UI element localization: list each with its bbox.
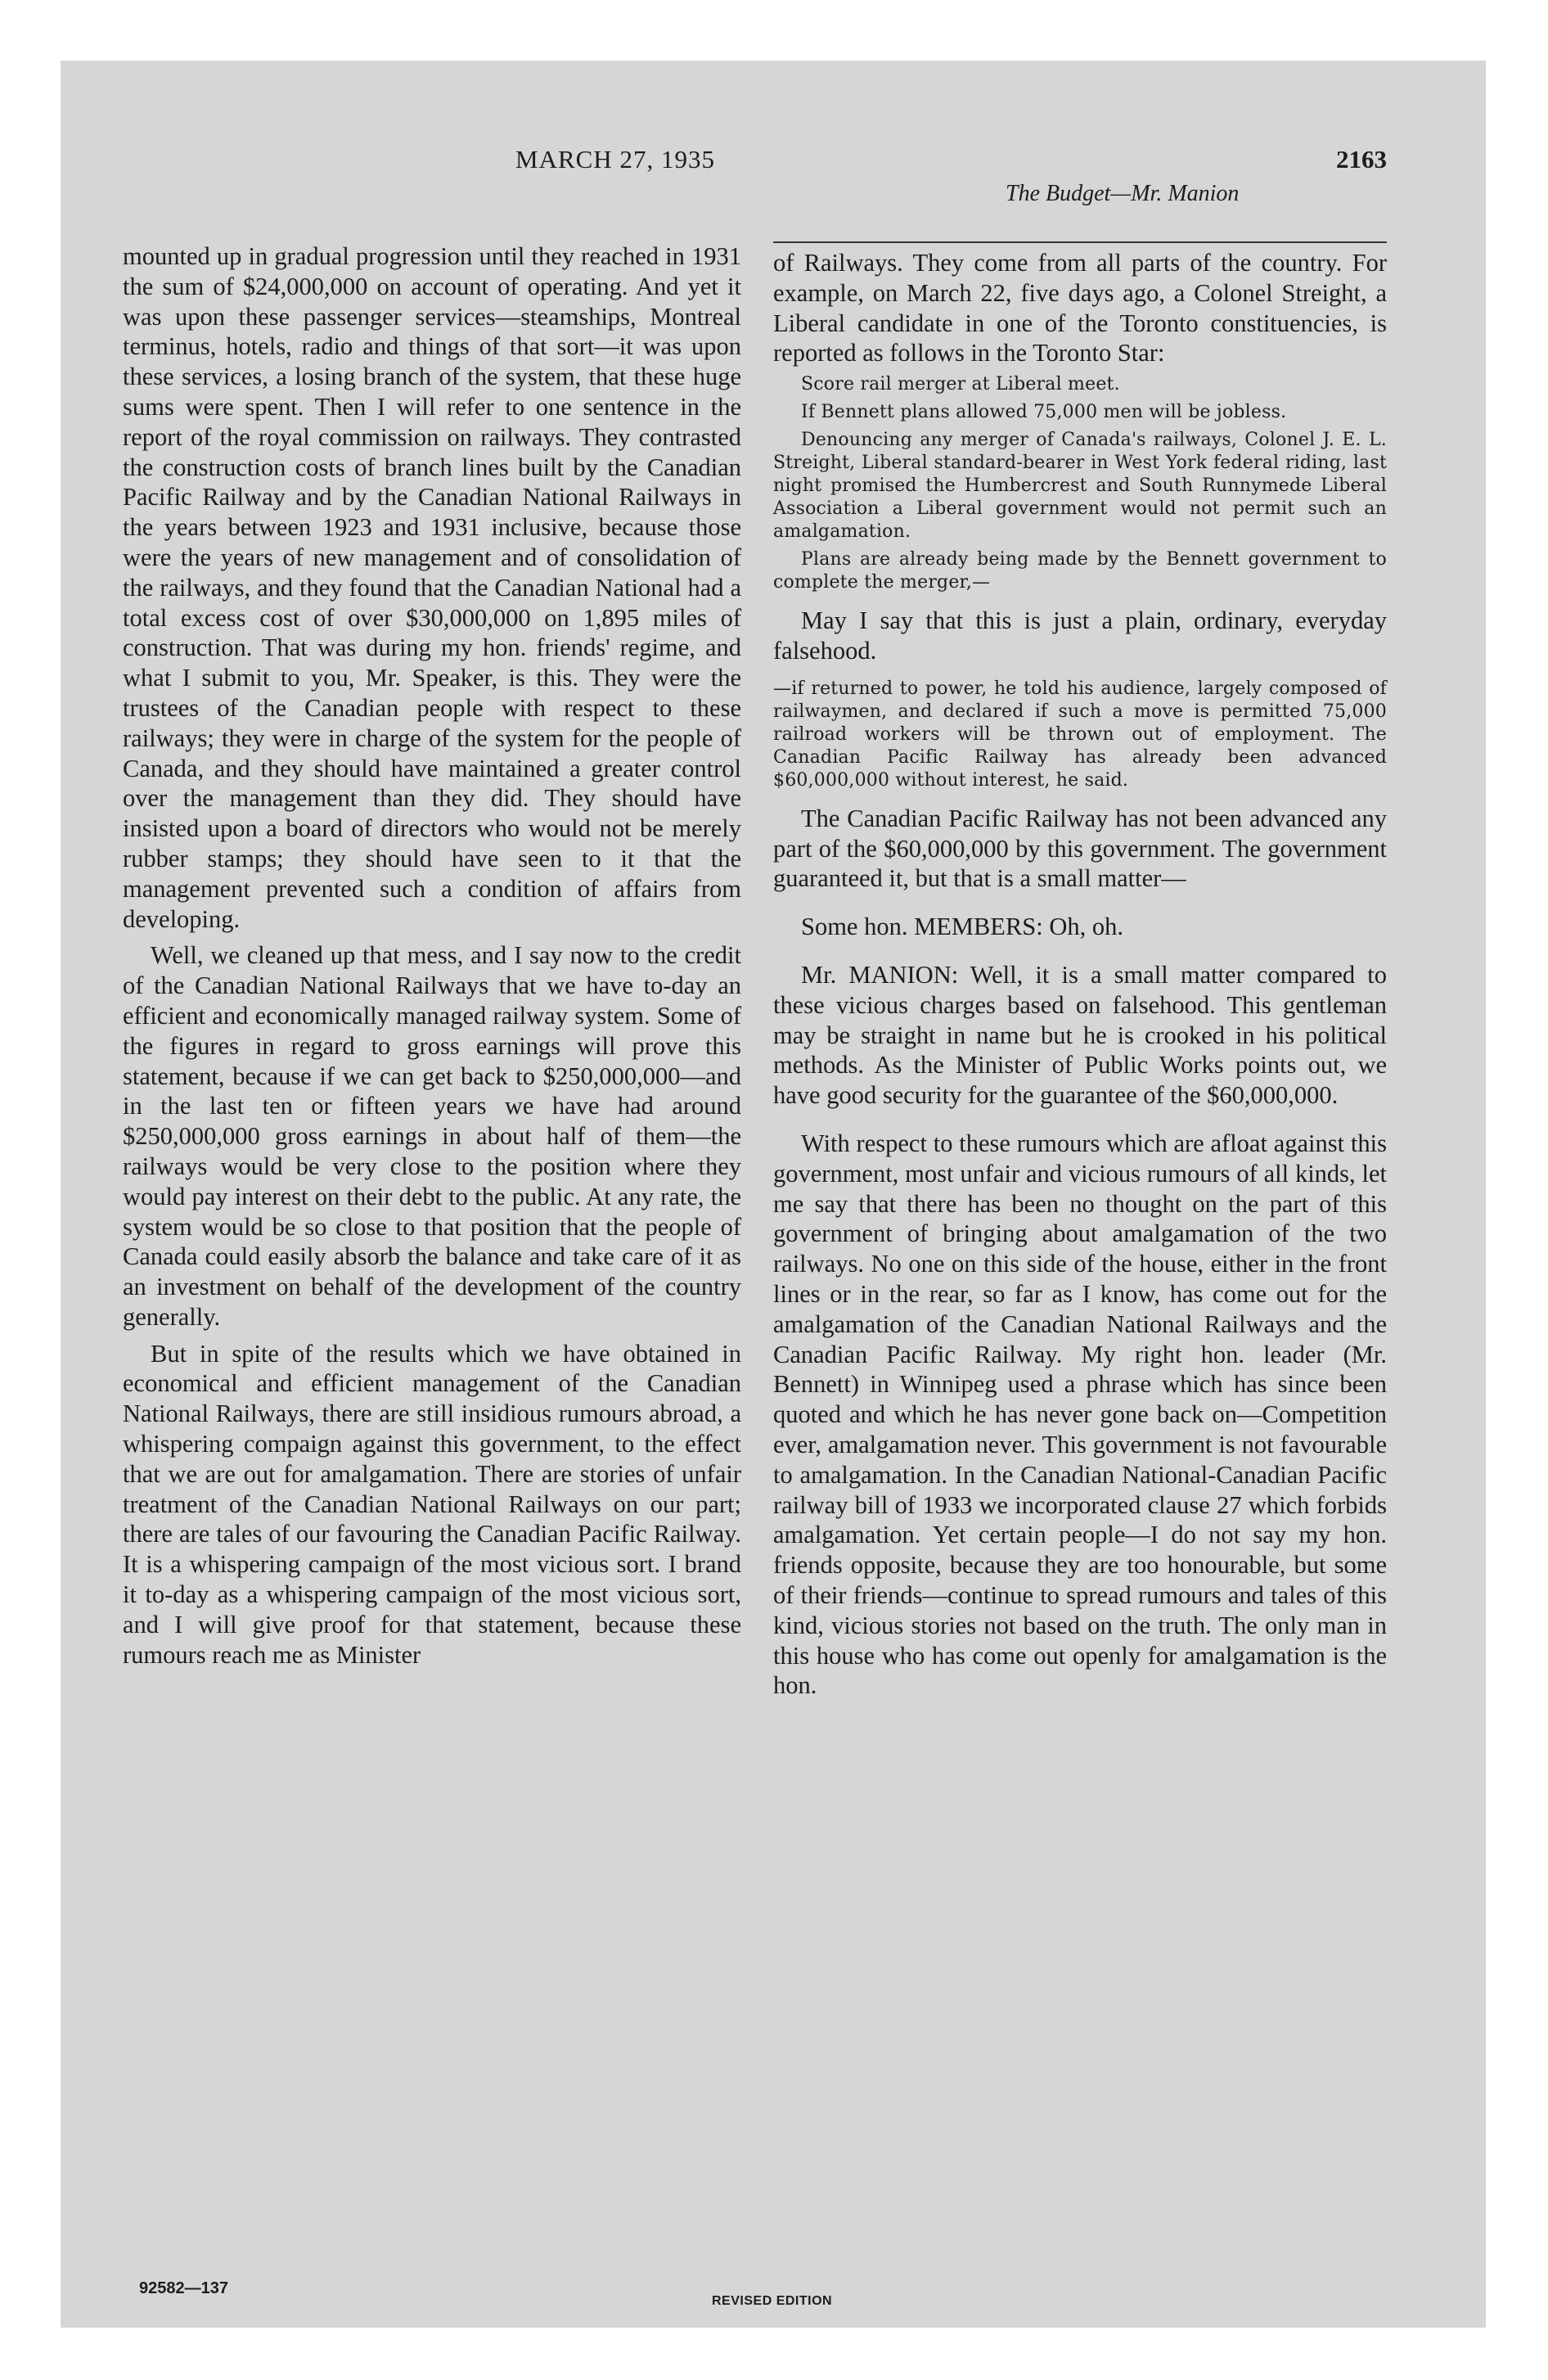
- left-paragraph-2: Well, we cleaned up that mess, and I say now to the credit of the Canadian National Railways that we have to-day an efficient and economically managed railway system. Some of the figures in regard to gross earnings will prove this statement, because if we can get back to $250,000,000—and in the last ten or fifteen years we have had around $250,000,000 gross earnings in about half of them—the railways would be very close to the position where they would pay interest on their debt to the public. At any rate, the system would be so close to that position that the people of Canada could easily absorb the balance and take care of it as an investment on behalf of the development of the country generally.: [123, 941, 741, 1331]
- edition-label: REVISED EDITION: [712, 2294, 833, 2308]
- quote-body-1: Denouncing any merger of Canada's railways, Colonel J. E. L. Streight, Liberal standard-bearer in West York federal riding, last night promised the Humbercrest and South Runnymede Liberal Association a Liberal government would not permit such an amalgamation.: [773, 430, 1387, 543]
- left-column: [123, 241, 741, 1670]
- speaker-reply: Mr. MANION: Well, it is a small matter compared to these vicious charges based on falsehood. This gentleman may be straight in name but he is crooked in his political methods. As the Minister of Public Works points out, we have good security for the guarantee of the $60,000,000.: [773, 960, 1387, 1110]
- header-date: MARCH 27, 1935: [515, 145, 715, 174]
- left-paragraph-3: But in spite of the results which we have obtained in economical and efficient management of the Canadian National Railways, there are still insidious rumours abroad, a whispering compaign against this government, to the effect that we are out for amalgamation. There are stories of unfair treatment of the Canadian National Railways on our part; there are tales of our favouring the Canadian Pacific Railway. It is a whispering campaign of the most vicious sort. I brand it to-day as a whispering campaign of the most vicious sort, and I will give proof for that statement, because these rumours reach me as Minister: [123, 1339, 741, 1669]
- quote-body-3: —if returned to power, he told his audience, largely composed of railwaymen, and declared if such a move is permitted 75,000 railroad workers will be thrown out of employment. The Canadian Pacific Railway has already been advanced $60,000,000 without interest, he said.: [773, 678, 1387, 791]
- quote-headline: Score rail merger at Liberal meet.: [801, 374, 1120, 395]
- right-intro: of Railways. They come from all parts of the country. For example, on March 22, five days ago, a Colonel Streight, a Liberal candidate in one of the Toronto constituencies, is reported as follows in the Toronto Star:: [773, 249, 1387, 367]
- right-paragraph-5: With respect to these rumours which are afloat against this government, most unfair and vicious rumours of all kinds, let me say that there has been no thought on the part of this government of bringing about amalgamation of the two railways. No one on this side of the house, either in the front lines or in the rear, so far as I know, has come out for the amalgamation of the Canadian National Railways and the Canadian Pacific Railway. My right hon. leader (Mr. Bennett) in Winnipeg used a phrase which has since been quoted and which he has never gone back on—Competition ever, amalgamation never. This government is not favourable to amalgamation. In the Canadian National-Canadian Pacific railway bill of 1933 we incorporated clause 27 which forbids amalgamation. Yet certain people—I do not say my hon. friends opposite, because they are too honourable, but some of their friends—continue to spread rumours and tales of this kind, vicious stories not based on the truth. The only man in this house who has come out openly for amalgamation is the hon.: [773, 1129, 1387, 1700]
- right-paragraph-2: The Canadian Pacific Railway has not been advanced any part of the $60,000,000 by this government. The government guaranteed it, but that is a small matter—: [773, 804, 1387, 893]
- hansard-page: [123, 143, 1387, 2308]
- header-rule: [773, 241, 1387, 243]
- print-code: 92582—137: [139, 2279, 228, 2297]
- interjection: Some hon. MEMBERS: Oh, oh.: [801, 913, 1123, 941]
- left-paragraph-1: mounted up in gradual progression until they reached in 1931 the sum of $24,000,000 on account of operating. And yet it was upon these passenger services—steamships, Montreal terminus, hotels, radio and things of that sort—it was upon these services, a losing branch of the system, that these huge sums were spent. Then I will refer to one sentence in the report of the royal commission on railways. They contrasted the construction costs of branch lines built by the Canadian Pacific Railway and by the Canadian National Railways in the years between 1923 and 1931 inclusive, because those were the years of new management and of consolidation of the railways, and they found that the Canadian National had a total excess cost of over $30,000,000 on 1,895 miles of construction. That was during my hon. friends' regime, and what I submit to you, Mr. Speaker, is this. They were the trustees of the Canadian people with respect to these railways; they were in charge of the system for the people of Canada, and they should have maintained a greater control over the management than they did. They should have insisted upon a board of directors who would not be merely rubber stamps; they should have seen to it that the management prevented such a condition of affairs from developing.: [123, 242, 741, 933]
- page-number: 2163: [1336, 145, 1387, 174]
- right-paragraph-1: May I say that this is just a plain, ordinary, everyday falsehood.: [773, 606, 1387, 665]
- right-column: [773, 241, 1387, 1701]
- running-head: The Budget—Mr. Manion: [1006, 181, 1240, 206]
- quote-subheadline: If Bennett plans allowed 75,000 men will be jobless.: [801, 402, 1287, 423]
- quote-body-2: Plans are already being made by the Bennett government to complete the merger,—: [773, 549, 1387, 593]
